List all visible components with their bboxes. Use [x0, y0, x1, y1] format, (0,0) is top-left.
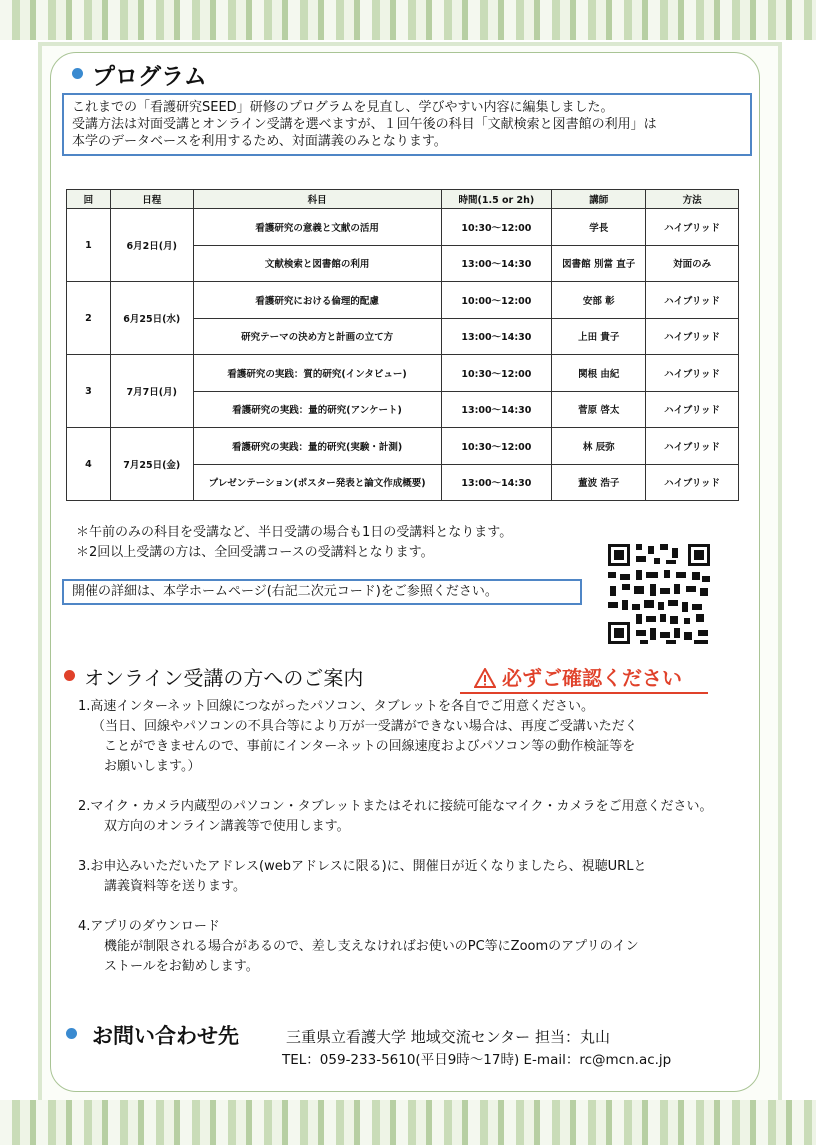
- warning-banner: [460, 666, 708, 694]
- table-row: [67, 355, 739, 392]
- time-cell: 13:00～14:30: [441, 245, 552, 282]
- note-line: ＊午前のみの科目を受講など、半日受講の場合も1日の受講料となります。: [76, 525, 513, 540]
- table-header-row: [67, 190, 739, 209]
- method-cell: ハイブリッド: [646, 464, 739, 501]
- session-number: 2: [67, 282, 111, 355]
- lecturer-cell: 菅原 啓太: [552, 391, 646, 428]
- lecturer-cell: 図書館 別當 直子: [552, 245, 646, 282]
- session-date: 6月2日(月): [110, 209, 193, 282]
- warning-triangle-icon: [474, 668, 496, 688]
- subject-cell: 看護研究の実践：量的研究(実験・計測): [193, 428, 441, 465]
- intro-line: これまでの「看護研究SEED」研修のプログラムを見直し、学びやすい内容に編集しました。: [72, 100, 614, 115]
- warning-text: 必ずご確認ください: [502, 666, 682, 690]
- intro-line: 本学のデータベースを利用するため、対面講義のみとなります。: [72, 134, 447, 149]
- instruction-line: 双方向のオンライン講義等で使用します。: [104, 819, 350, 834]
- top-stripe-decoration: [0, 0, 816, 40]
- time-cell: 13:00～14:30: [441, 318, 552, 355]
- instruction-line: ストールをお勧めします。: [104, 959, 259, 974]
- subject-cell: プレゼンテーション(ポスター発表と論文作成概要): [193, 464, 441, 501]
- instruction-line: お願いします。）: [104, 759, 201, 774]
- lecturer-cell: 学長: [552, 209, 646, 246]
- subject-cell: 看護研究の実践：量的研究(アンケート): [193, 391, 441, 428]
- instruction-line: 講義資料等を送ります。: [104, 879, 246, 894]
- program-title: プログラム: [92, 64, 207, 90]
- instruction-line: 3.お申込みいただいたアドレス(webアドレスに限る)に、開催日が近くなりましたら、視聴URLと: [78, 859, 647, 874]
- subject-cell: 看護研究の実践：質的研究(インタビュー): [193, 355, 441, 392]
- subject-cell: 看護研究における倫理的配慮: [193, 282, 441, 319]
- header-lecturer: 講師: [552, 190, 646, 209]
- header-subject: 科目: [193, 190, 441, 209]
- instruction-line: 1.高速インターネット回線につながったパソコン、タブレットを各自でご用意ください。: [78, 699, 595, 714]
- method-cell: ハイブリッド: [646, 209, 739, 246]
- header-number: 回: [67, 190, 111, 209]
- instruction-line: 4.アプリのダウンロード: [78, 919, 220, 934]
- time-cell: 13:00～14:30: [441, 391, 552, 428]
- header-time: 時間(1.5 or 2h): [441, 190, 552, 209]
- online-bullet-icon: [64, 670, 75, 681]
- schedule-table: [66, 189, 739, 501]
- subject-cell: 研究テーマの決め方と計画の立て方: [193, 318, 441, 355]
- instruction-line: （当日、回線やパソコンの不具合等により万が一受講ができない場合は、再度ご受講いただく: [92, 719, 638, 734]
- lecturer-cell: 安部 彰: [552, 282, 646, 319]
- contact-bullet-icon: [66, 1028, 77, 1039]
- lecturer-cell: 上田 貴子: [552, 318, 646, 355]
- program-bullet-icon: [72, 68, 83, 79]
- program-intro-box: [62, 93, 752, 156]
- method-cell: ハイブリッド: [646, 391, 739, 428]
- subject-cell: 看護研究の意義と文献の活用: [193, 209, 441, 246]
- method-cell: ハイブリッド: [646, 355, 739, 392]
- instruction-line: 機能が制限される場合があるので、差し支えなければお使いのPC等にZoomのアプリのイン: [104, 939, 639, 954]
- spacer: [78, 837, 758, 857]
- session-number: 3: [67, 355, 111, 428]
- time-cell: 10:30～12:00: [441, 355, 552, 392]
- session-date: 7月7日(月): [110, 355, 193, 428]
- instruction-line: 2.マイク・カメラ内蔵型のパソコン・タブレットまたはそれに接続可能なマイク・カメラをご用意ください。: [78, 799, 713, 814]
- spacer: [78, 897, 758, 917]
- detail-box: 開催の詳細は、本学ホームページ(右記二次元コード)をご参照ください。: [62, 579, 582, 605]
- table-row: [67, 282, 739, 319]
- session-date: 7月25日(金): [110, 428, 193, 501]
- lecturer-cell: 林 辰弥: [552, 428, 646, 465]
- online-instructions: [78, 697, 758, 977]
- lecturer-cell: 董波 浩子: [552, 464, 646, 501]
- table-row: [67, 428, 739, 465]
- method-cell: ハイブリッド: [646, 428, 739, 465]
- fee-notes: [76, 523, 512, 563]
- note-line: ＊2回以上受講の方は、全回受講コースの受講料となります。: [76, 545, 434, 560]
- subject-cell: 文献検索と図書館の利用: [193, 245, 441, 282]
- header-date: 日程: [110, 190, 193, 209]
- time-cell: 13:00～14:30: [441, 464, 552, 501]
- intro-line: 受講方法は対面受講とオンライン受講を選べますが、１回午後の科目「文献検索と図書館の利用」は: [72, 117, 657, 132]
- header-method: 方法: [646, 190, 739, 209]
- method-cell: ハイブリッド: [646, 282, 739, 319]
- method-cell: 対面のみ: [646, 245, 739, 282]
- time-cell: 10:30～12:00: [441, 428, 552, 465]
- table-row: [67, 209, 739, 246]
- time-cell: 10:00～12:00: [441, 282, 552, 319]
- spacer: [78, 777, 758, 797]
- contact-organization: 三重県立看護大学 地域交流センター 担当：丸山: [286, 1028, 610, 1046]
- session-number: 4: [67, 428, 111, 501]
- session-number: 1: [67, 209, 111, 282]
- method-cell: ハイブリッド: [646, 318, 739, 355]
- contact-title: お問い合わせ先: [92, 1024, 239, 1048]
- time-cell: 10:30～12:00: [441, 209, 552, 246]
- qr-code-icon[interactable]: [606, 542, 712, 646]
- session-date: 6月25日(水): [110, 282, 193, 355]
- contact-tel-email: TEL：059-233-5610(平日9時～17時) E-mail：rc@mcn.ac.jp: [282, 1052, 672, 1068]
- instruction-line: ことができませんので、事前にインターネットの回線速度およびパソコン等の動作検証等を: [104, 739, 636, 754]
- online-section-title: オンライン受講の方へのご案内: [84, 666, 364, 690]
- bottom-stripe-decoration: [0, 1100, 816, 1145]
- lecturer-cell: 関根 由紀: [552, 355, 646, 392]
